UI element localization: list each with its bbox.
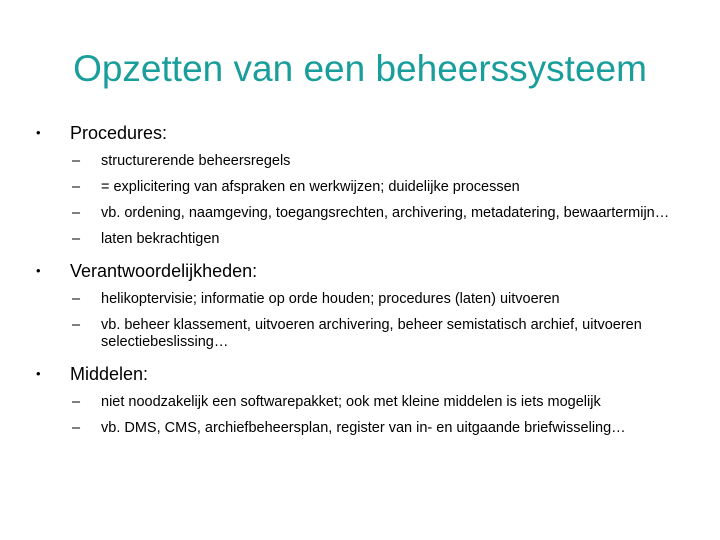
sub-item (36, 153, 696, 170)
slide-content (36, 122, 696, 449)
sub-item-text: helikoptervisie; informatie op orde houden; procedures (laten) uitvoeren (101, 291, 560, 307)
slide-title: Opzetten van een beheerssysteem (73, 48, 647, 89)
sub-item (36, 394, 696, 411)
sub-item-text: = explicitering van afspraken en werkwijzen; duidelijke processen (101, 179, 520, 195)
sub-item (36, 179, 696, 196)
dash-icon: – (72, 291, 81, 307)
dash-icon: – (72, 153, 81, 169)
dash-icon: – (72, 317, 81, 333)
section-heading: Verantwoordelijkheden: (70, 261, 258, 281)
sub-item (36, 420, 696, 437)
bullet-icon: • (36, 125, 41, 140)
sub-item-text: laten bekrachtigen (101, 231, 220, 247)
sub-item (36, 231, 696, 248)
bullet-item (36, 122, 696, 144)
bullet-item (36, 260, 696, 282)
section-heading: Middelen: (70, 364, 149, 384)
dash-icon: – (72, 420, 81, 436)
dash-icon: – (72, 179, 81, 195)
section-heading: Procedures: (70, 123, 168, 143)
sub-item-text: niet noodzakelijk een softwarepakket; ook met kleine middelen is iets mogelijk (101, 394, 601, 410)
sub-item (36, 317, 696, 351)
bullet-icon: • (36, 263, 41, 278)
sub-item (36, 291, 696, 308)
sub-item-text: vb. DMS, CMS, archiefbeheersplan, register van in- en uitgaande briefwisseling… (101, 420, 626, 436)
dash-icon: – (72, 205, 81, 221)
sub-item-text: vb. beheer klassement, uitvoeren archivering, beheer semistatisch archief, uitvoeren selectiebeslissing… (101, 317, 642, 350)
bullet-icon: • (36, 366, 41, 381)
dash-icon: – (72, 231, 81, 247)
section-procedures (36, 122, 696, 248)
sub-item-text: vb. ordening, naamgeving, toegangsrechten, archivering, metadatering, bewaartermijn… (101, 205, 670, 221)
dash-icon: – (72, 394, 81, 410)
bullet-item (36, 363, 696, 385)
sub-item (36, 205, 696, 222)
section-verantwoordelijkheden (36, 260, 696, 351)
section-middelen (36, 363, 696, 437)
sub-item-text: structurerende beheersregels (101, 153, 291, 169)
